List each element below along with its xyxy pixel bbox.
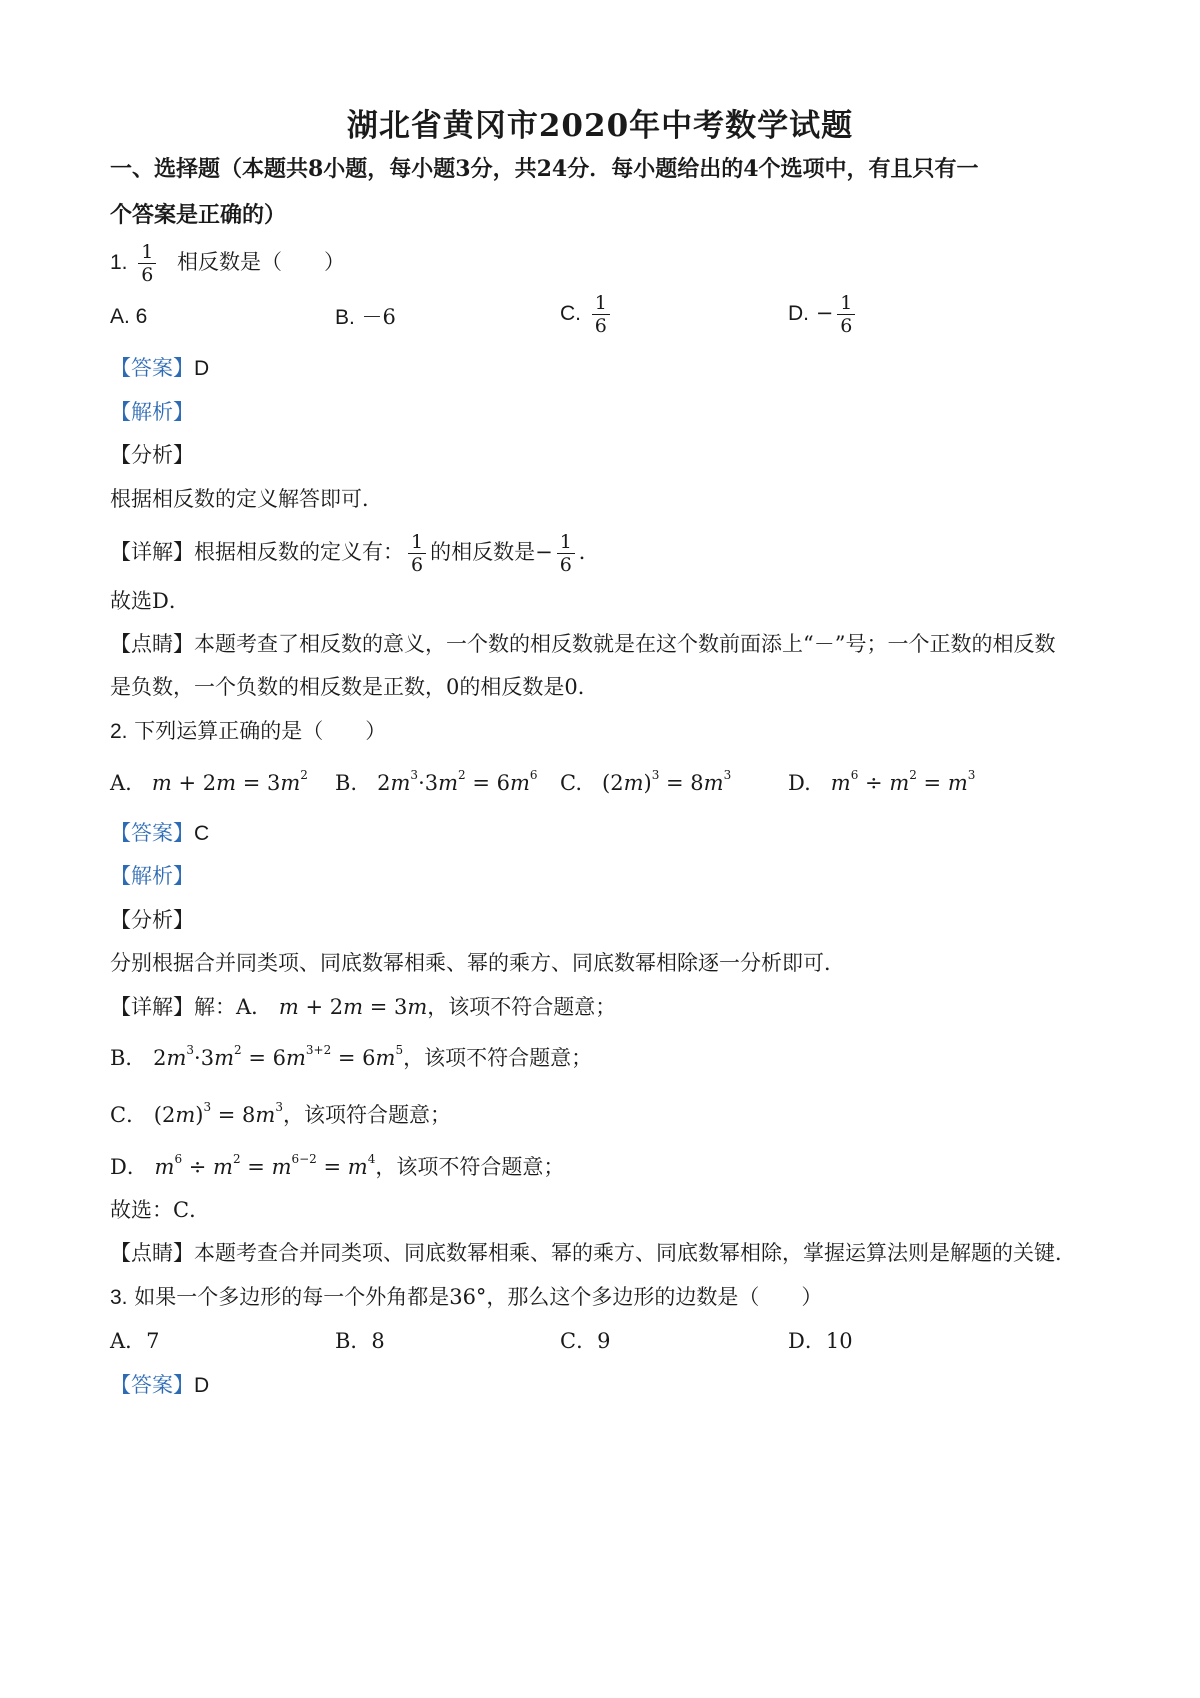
q2-fenxi-text: 分别根据合并同类项、同底数幂相乘、幂的乘方、同底数幂相除逐一分析即可． — [110, 951, 845, 975]
q2-xiangjie-a: 【详解】解：A． m + 2m = 3m，该项不符合题意； — [110, 995, 617, 1019]
q3-option-c: C．9 — [560, 1329, 611, 1353]
q2-option-b: B. $2m^3\cdot 3m^2 = 6m^6$ — [335, 768, 538, 795]
q2-guxuan: 故选：C． — [110, 1198, 211, 1222]
q1-option-a: A. 6 — [110, 305, 148, 328]
q3-option-a: A．7 — [110, 1329, 160, 1353]
q2-xiangjie-b: B． $2m^3\cdot 3m^2 = 6m^{3+2} = 6m^5$，该项不符合题意； — [110, 1043, 593, 1070]
q1-fenxi-label: 【分析】 — [110, 443, 194, 467]
q1-dianjing-line2: 是负数，一个负数的相反数是正数，0的相反数是0． — [110, 675, 599, 699]
section-heading-line2: 个答案是正确的） — [110, 202, 287, 228]
q3-answer: 【答案】D — [110, 1373, 210, 1397]
q2-xiangjie-d: D． $m^6 \div m^2 = m^{6-2} = m^4$，该项不符合题意； — [110, 1152, 565, 1179]
question-3-stem: 3. 如果一个多边形的每一个外角都是36°，那么这个多边形的边数是（ ） — [110, 1285, 823, 1309]
q3-option-d: D．10 — [788, 1329, 853, 1353]
q1-guxuan: 故选D． — [110, 589, 190, 613]
q2-option-c: C. $(2m)^3 = 8m^3$ — [560, 768, 732, 795]
question-1-stem: 1. $\frac{1}{6}$ 相反数是（ ） — [110, 241, 345, 286]
question-2-stem: 2. 下列运算正确的是（ ） — [110, 719, 387, 743]
q1-option-b: B. －6 — [335, 305, 396, 329]
q1-option-d: D. − $\frac{1}{6}$ — [788, 292, 859, 337]
section-heading-line1: 一、选择题（本题共8小题，每小题3分，共24分．每小题给出的4个选项中，有且只有一 — [110, 156, 979, 182]
q2-xiangjie-c: C． $(2m)^3 = 8m^3$，该项符合题意； — [110, 1100, 451, 1127]
q3-option-b: B．8 — [335, 1329, 385, 1353]
q1-answer: 【答案】D — [110, 356, 210, 380]
q1-dianjing-line1: 【点睛】本题考查了相反数的意义，一个数的相反数就是在这个数前面添上“－”号；一个正数的相反数 — [110, 632, 1056, 656]
q2-dianjing: 【点睛】本题考查合并同类项、同底数幂相乘、幂的乘方、同底数幂相除，掌握运算法则是解题的关键． — [110, 1241, 1076, 1265]
q2-answer: 【答案】C — [110, 821, 210, 845]
q2-option-a: A. $m + 2m = 3m^2$ — [110, 768, 308, 795]
q2-jiexi-label: 【解析】 — [110, 864, 194, 888]
fraction-one-sixth: $\frac{1}{6}$ — [138, 241, 156, 286]
q1-fenxi-text: 根据相反数的定义解答即可． — [110, 487, 383, 511]
q1-jiexi-label: 【解析】 — [110, 400, 194, 424]
q2-fenxi-label: 【分析】 — [110, 908, 194, 932]
document-title: 湖北省黄冈市2020年中考数学试题 — [346, 108, 854, 144]
q1-option-c: C. $\frac{1}{6}$ — [560, 292, 614, 337]
q1-xiangjie: 【详解】根据相反数的定义有： $\frac{1}{6}$ 的相反数是− $\frac{1}{6}$ ． — [110, 531, 600, 576]
q2-option-d: D. $m^6 \div m^2 = m^3$ — [788, 768, 976, 795]
